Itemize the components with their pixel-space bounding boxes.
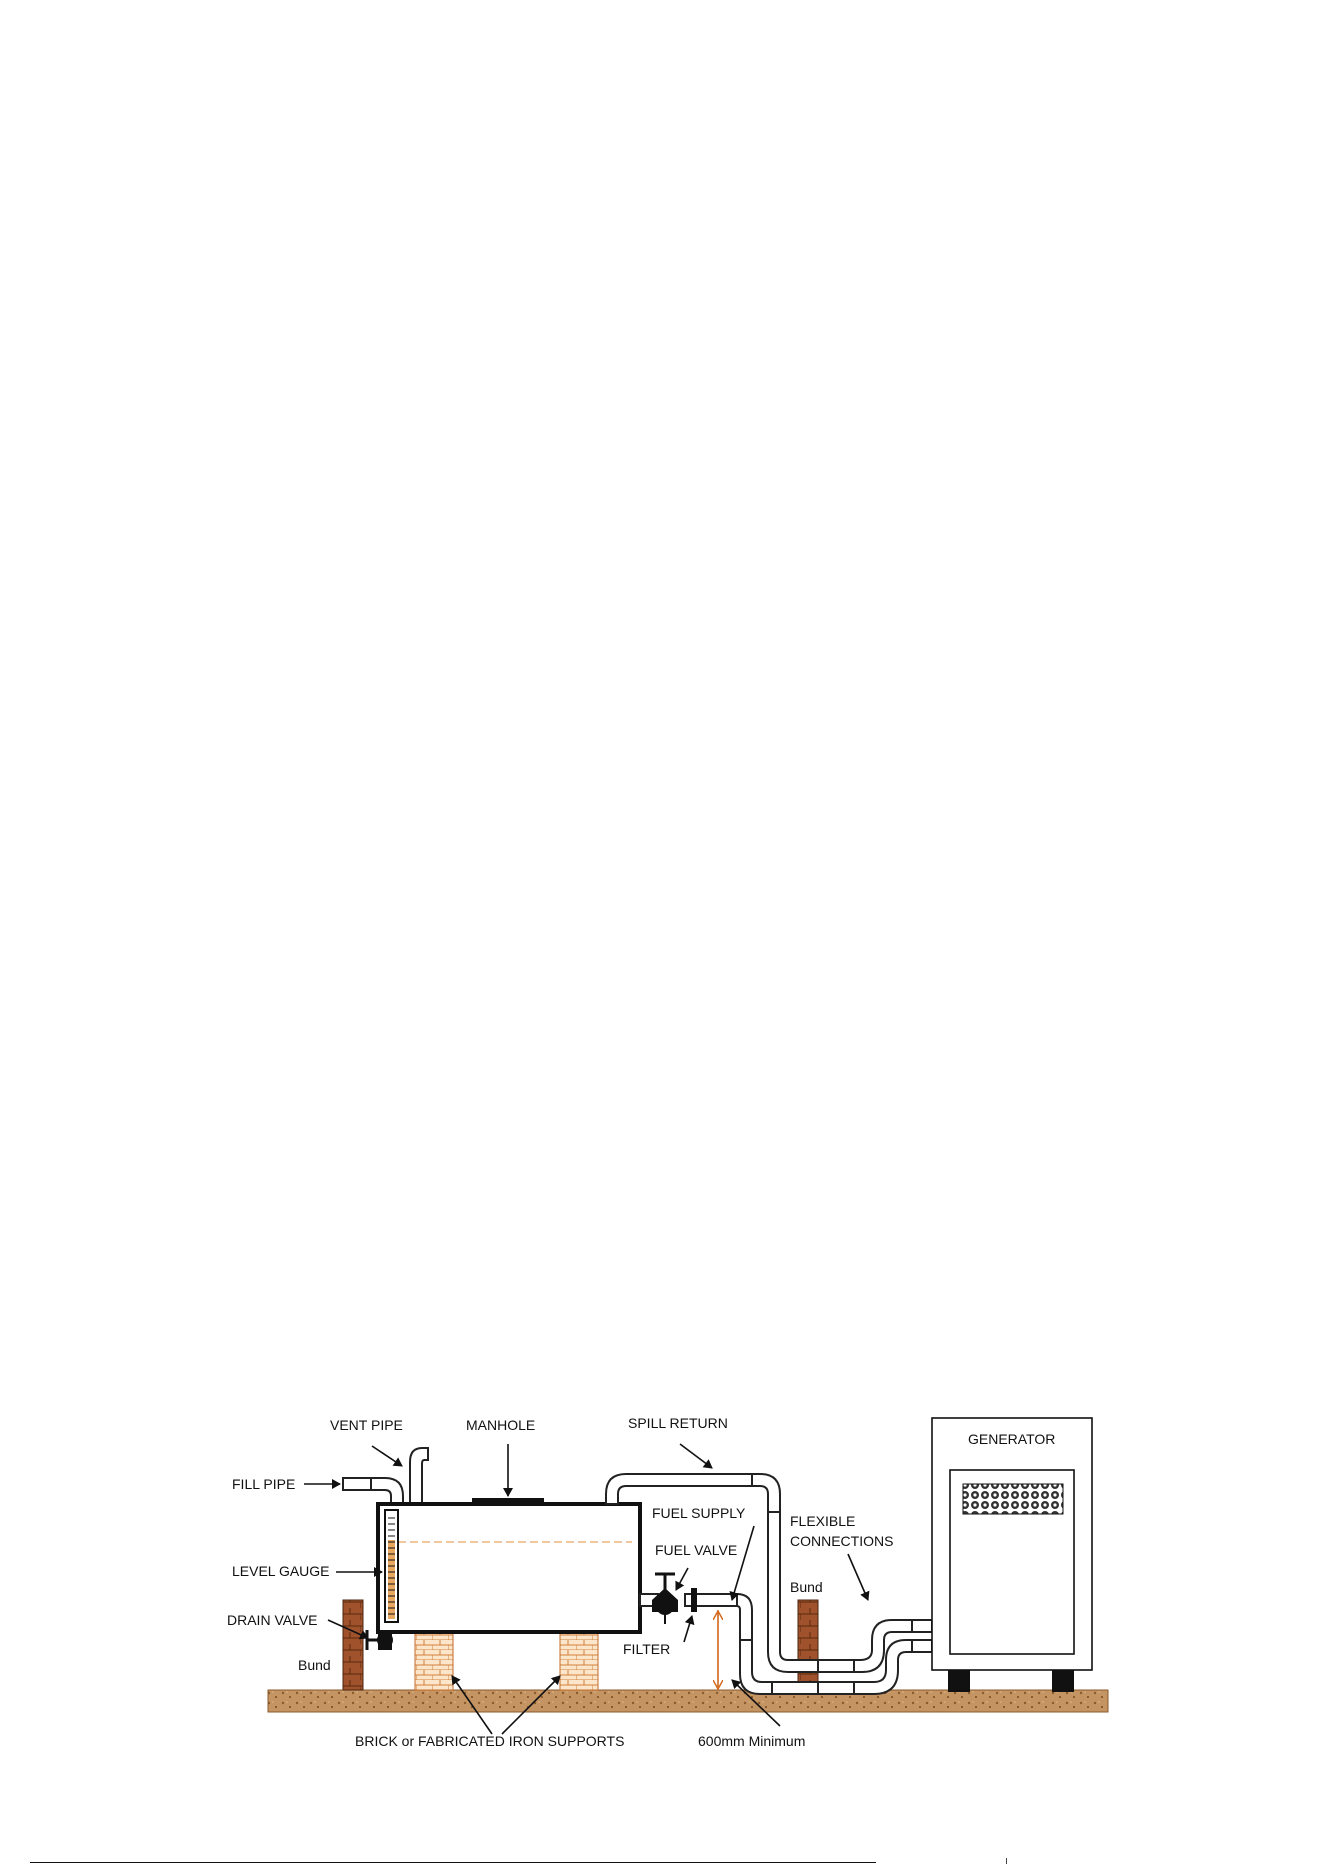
footer-rule xyxy=(30,1862,876,1863)
level-gauge xyxy=(385,1510,398,1622)
label-fuel-supply: FUEL SUPPLY xyxy=(652,1505,746,1521)
label-fuel-valve: FUEL VALVE xyxy=(655,1542,738,1558)
label-fill-pipe: FILL PIPE xyxy=(232,1476,296,1492)
bund-wall-right xyxy=(798,1600,818,1690)
generator xyxy=(932,1418,1092,1692)
generator-vent-grille xyxy=(963,1484,1063,1514)
arrow-vent-pipe xyxy=(372,1446,402,1466)
footer-tick xyxy=(1006,1858,1007,1864)
vent-pipe xyxy=(410,1448,428,1504)
arrow-fuel-supply xyxy=(732,1526,754,1600)
support-left xyxy=(415,1630,453,1690)
label-minimum-height: 600mm Minimum xyxy=(698,1733,806,1749)
label-vent-pipe: VENT PIPE xyxy=(330,1417,403,1433)
fuel-tank xyxy=(378,1504,640,1632)
arrow-fuel-valve xyxy=(676,1568,688,1590)
label-flexible-connections-1: FLEXIBLE xyxy=(790,1513,856,1529)
ground xyxy=(268,1690,1108,1712)
generator-foot-left xyxy=(948,1670,970,1692)
drain-valve xyxy=(367,1630,393,1650)
label-flexible-connections-2: CONNECTIONS xyxy=(790,1533,894,1549)
label-supports: BRICK or FABRICATED IRON SUPPORTS xyxy=(355,1733,625,1749)
arrow-flexible-connections xyxy=(848,1554,868,1600)
label-manhole: MANHOLE xyxy=(466,1417,536,1433)
label-level-gauge: LEVEL GAUGE xyxy=(232,1563,330,1579)
arrow-spill-return xyxy=(680,1444,712,1468)
label-filter: FILTER xyxy=(623,1641,671,1657)
label-bund-left: Bund xyxy=(298,1657,331,1673)
label-spill-return: SPILL RETURN xyxy=(628,1415,728,1431)
generator-foot-right xyxy=(1052,1670,1074,1692)
fill-pipe xyxy=(343,1478,403,1504)
filter xyxy=(691,1588,697,1612)
label-drain-valve: DRAIN VALVE xyxy=(227,1612,318,1628)
arrow-filter xyxy=(684,1616,692,1642)
bund-wall-left xyxy=(343,1600,363,1690)
fuel-valve xyxy=(652,1574,678,1624)
support-right xyxy=(560,1630,598,1690)
flexible-connection-pipes xyxy=(818,1620,932,1694)
label-generator: GENERATOR xyxy=(968,1431,1056,1447)
label-bund-right: Bund xyxy=(790,1579,823,1595)
